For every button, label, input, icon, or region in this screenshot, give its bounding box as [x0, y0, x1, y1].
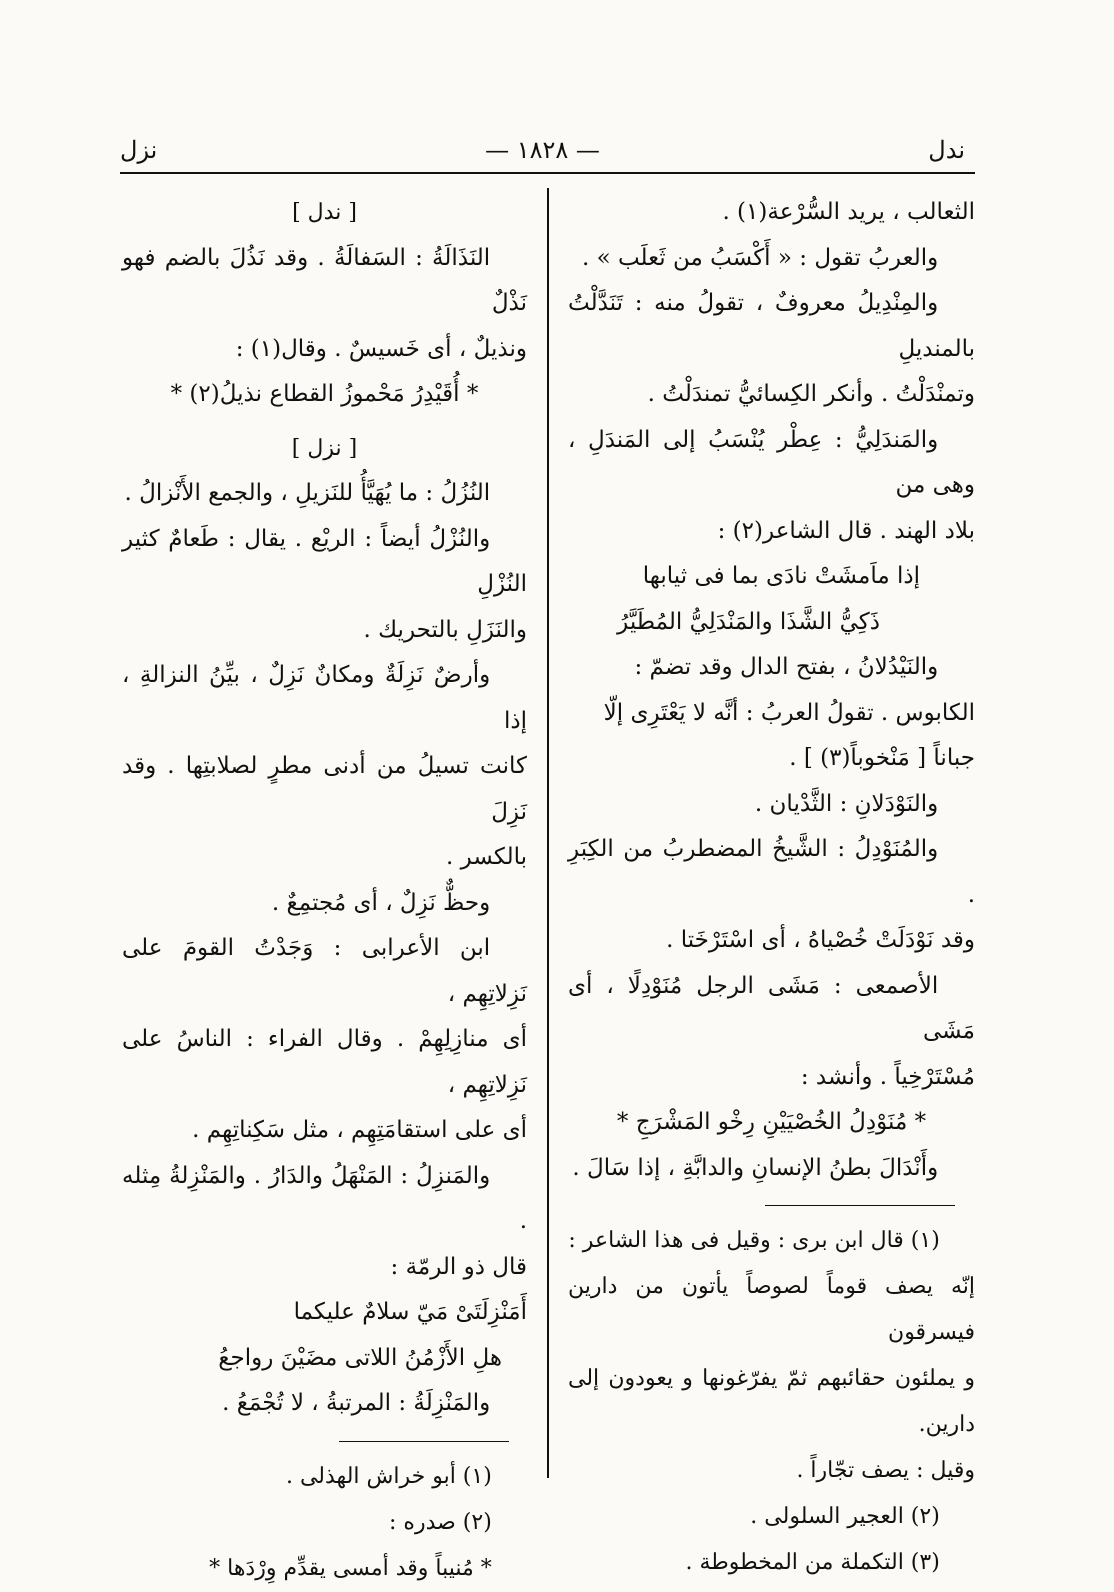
footnote-rule	[339, 1441, 509, 1442]
text-line: والمَندَلِيُّ : عِطْر يُنْسَبُ إلى المَندَلِ ، وهى من	[568, 426, 975, 498]
header-entry-left: نزل	[120, 136, 158, 164]
text-line: وقد نَوْدَلَتْ خُصْياهُ ، أى اسْتَرْخَتا .	[666, 927, 975, 953]
header-entry-right: ندل	[928, 136, 965, 164]
text-line: والمَنْزِلَةُ : المرتبةُ ، لا تُجْمَعُ .	[222, 1390, 491, 1416]
text-line: قال ذو الرمّة :	[390, 1253, 527, 1280]
footnote: (٣) التكملة من المخطوطة .	[685, 1550, 940, 1575]
verse-line: إذا ماَمشَتْ نادَى بما فى ثيابها	[642, 563, 920, 589]
text-line: والنَيْدُلانُ ، بفتح الدال وقد تضمّ :	[634, 654, 939, 680]
verse-line: أَمَنْزِلَتَىْ مَيّ سلامٌ عليكما	[293, 1299, 527, 1325]
text-line: بلاد الهند . قال الشاعر(٢) :	[717, 517, 975, 544]
verse-line: هلِ الأَزْمُنُ اللاتى مضَيْنَ رواجعُ	[218, 1344, 502, 1371]
text-line: الثعالب ، يريد السُّرْعة(١) .	[722, 199, 975, 225]
text-line: وحظٌّ نَزِلٌ ، أى مُجتمِعٌ .	[271, 889, 491, 916]
text-line: مُسْتَرْخِياً . وأنشد :	[800, 1063, 975, 1090]
text-line: وأرضٌ نَزِلَةٌ ومكانٌ نَزِلٌ ، بيِّنُ النزالةِ ، إذا	[122, 662, 527, 734]
text-line: ونذيلٌ ، أى خَسيسٌ . وقال(١) :	[235, 335, 527, 362]
text-line: النُزُلُ : ما يُهَيَّأُ للنَزيلِ ، والجمع الأَنْزالُ .	[124, 480, 491, 506]
text-line: والنَوْدَلانِ : الثَّدْيان .	[754, 790, 939, 817]
page-number: — ١٨٢٨ —	[485, 136, 600, 164]
entry-heading: [ نزل ]	[291, 435, 358, 461]
column-divider	[547, 188, 549, 1478]
footnote: (١) أبو خراش الهذلى .	[285, 1463, 492, 1489]
text-line: الكابوس . تقولُ العربُ : أنَّه لا يَعْتَرِى إلّا	[603, 699, 975, 726]
right-column	[568, 190, 975, 1586]
footnote: * مُنيباً وقد أمسى يقدِّم وِرْدَها *	[209, 1555, 492, 1581]
text-line: والمِنْدِيلُ معروفٌ ، تقولُ منه : تَنَدَّلْتُ بالمنديلِ	[568, 290, 975, 362]
text-line: والمَنزِلُ : المَنْهَلُ والدَارُ . والمَنْزِلةُ مِثله .	[122, 1162, 527, 1234]
footnote: (١) قال ابن برى : وقيل فى هذا الشاعر :	[568, 1228, 940, 1253]
footnote: إنّه يصف قوماً لصوصاً يأتون من دارين فيسرقون	[568, 1274, 975, 1345]
footnote: و يملئون حقائبهم ثمّ يفرّغونها و يعودون إلى دارين.	[568, 1366, 975, 1437]
left-column	[122, 190, 527, 1592]
text-line: أى على استقامَتِهِم ، مثل سَكِناتِهِم .	[192, 1117, 527, 1143]
footnote-rule	[765, 1205, 955, 1206]
verse-line: * مُنَوْدِلُ الخُصْيَيْنِ رِخْو المَشْرَجِ *	[616, 1109, 927, 1135]
footnote: (٢) العجير السلولى .	[750, 1504, 940, 1529]
text-line: ابن الأعرابى : وَجَدْتُ القومَ على نَزِلاتِهِم ،	[122, 935, 527, 1007]
text-line: كانت تسيلُ من أدنى مطرٍ لصلابتِها . وقد نَزِلَ	[122, 753, 527, 825]
footnote: (٢) صدره :	[389, 1509, 492, 1535]
footnote: وقيل : يصف تجّاراً .	[796, 1458, 975, 1483]
text-line: وأَنْدَالَ بطنُ الإنسانِ والدابَّةِ ، إذا سَالَ .	[572, 1154, 939, 1181]
text-line: والنَزَلِ بالتحريك .	[363, 616, 527, 643]
verse-line: * أُقَيْدِرُ مَحْموزُ القطاع نذيلُ(٢) *	[170, 381, 479, 407]
running-head	[120, 136, 965, 170]
header-rule	[120, 172, 975, 174]
entry-heading: [ ندل ]	[292, 200, 357, 225]
verse-line: ذَكِيُّ الشَّذَا والمَنْدَلِيُّ المُطَيَّرُ	[617, 608, 880, 635]
text-line: أى منازِلِهِمْ . وقال الفراء : الناسُ على نَزِلاتِهِم ،	[122, 1026, 527, 1098]
text-line: والمُنَوْدِلُ : الشَّيخُ المضطربُ من الكِبَرِ .	[568, 836, 975, 908]
text-line: والعربُ تقول : « أَكْسَبُ من ثَعلَب » .	[581, 244, 939, 271]
text-line: والنُزْلُ أيضاً : الريْع . يقال : طَعامٌ كثير النُزْلِ	[122, 525, 527, 597]
text-line: بالكسر .	[446, 844, 527, 870]
text-line: وتمنْدَلْتُ . وأنكر الكِسائيُّ تمندَلْتُ .	[647, 381, 975, 407]
text-line: النَذَالَةُ : السَفالَةُ . وقد نَذُلَ بالضم فهو نَذْلٌ	[122, 244, 527, 316]
text-line: الأصمعى : مَشَى الرجل مُنَوْدِلًا ، أى مَشَى	[568, 972, 975, 1044]
text-line: جباناً [ مَنْخوباً(٣) ] .	[789, 745, 975, 771]
